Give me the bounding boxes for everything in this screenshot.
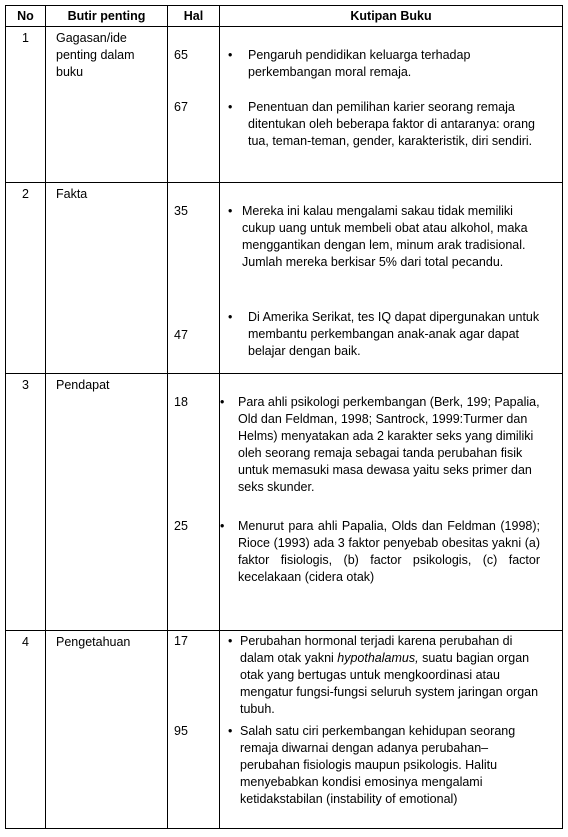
- page-number: 17: [174, 634, 188, 648]
- row-number: 2: [6, 183, 46, 374]
- quote-text: Penentuan dan pemilihan karier seorang remaja ditentukan oleh beberapa faktor di antaranya: orang tua, teman-teman, gender, karakteristik, diri sendiri.: [248, 100, 536, 148]
- quote-text: Pengaruh pendidikan keluarga terhadap perkembangan moral remaja.: [248, 48, 471, 79]
- bullet-icon: •: [228, 634, 233, 648]
- page-numbers-cell: [168, 374, 220, 631]
- quote-text: Di Amerika Serikat, tes IQ dapat dipergunakan untuk membantu perkembangan anak-anak agar dapat belajar dengan baik.: [248, 310, 540, 358]
- quote-item: [228, 203, 544, 271]
- quote-text-part: Perubahan hormonal terjadi karena perubahan di dalam otak yakni: [240, 634, 513, 665]
- bullet-icon: •: [220, 519, 225, 533]
- bullet-icon: •: [220, 395, 225, 409]
- bullet-icon: •: [228, 204, 233, 218]
- bullet-icon: •: [228, 100, 233, 114]
- table-row: [6, 374, 563, 631]
- page-number: 65: [174, 48, 188, 62]
- row-category: Pendapat: [46, 374, 168, 631]
- book-quotes-table: [5, 5, 563, 829]
- quote-item: [228, 309, 544, 360]
- header-no: No: [6, 6, 46, 27]
- table-row: [6, 183, 563, 374]
- row-number: 4: [6, 631, 46, 829]
- quote-text: [240, 633, 544, 718]
- header-butir-penting: Butir penting: [46, 6, 168, 27]
- bullet-icon: •: [228, 310, 233, 324]
- quote-item: [228, 99, 544, 150]
- quote-text-italic: hypothalamus,: [337, 651, 419, 665]
- page-numbers-cell: [168, 631, 220, 829]
- header-hal: Hal: [168, 6, 220, 27]
- page-number: 47: [174, 328, 188, 342]
- page-number: 35: [174, 204, 188, 218]
- quote-item: [228, 47, 544, 81]
- quote-item: [228, 723, 544, 808]
- quote-text: Para ahli psikologi perkembangan (Berk, 199; Papalia, Old dan Feldman, 1998; Santrock, 1999:Turmer dan Helms) menyatakan ada 2 karakter seks yang dimiliki oleh seorang remaja sebagai tanda perubahan fisik untuk memasuki masa dewasa yaitu seks primer dan seks skunder.: [238, 395, 540, 494]
- quote-item: [220, 394, 540, 496]
- bullet-icon: •: [228, 724, 233, 738]
- page-number: 25: [174, 519, 188, 533]
- quote-text: Menurut para ahli Papalia, Olds dan Feldman (1998); Rioce (1993) ada 3 faktor penyebab obesitas yakni (a) faktor fisiologis, (b) factor psikologis, (c) factor kecelakaan (cidera otak): [238, 519, 540, 584]
- page-numbers-cell: [168, 27, 220, 183]
- quotes-cell: [220, 374, 563, 631]
- page-number: 67: [174, 100, 188, 114]
- quotes-cell: [220, 631, 563, 829]
- page-number: 18: [174, 395, 188, 409]
- quotes-cell: [220, 183, 563, 374]
- quote-text: Salah satu ciri perkembangan kehidupan seorang remaja diwarnai dengan adanya perubahan–perubahan fisiologis maupun psikologis. Halitu menyebabkan kondisi emosinya mengalami ketidakstabilan (instability of emotional): [240, 724, 516, 806]
- row-number: 1: [6, 27, 46, 183]
- table-row: [6, 27, 563, 183]
- header-kutipan-buku: Kutipan Buku: [220, 6, 563, 27]
- page-number: 95: [174, 724, 188, 738]
- quotes-cell: [220, 27, 563, 183]
- row-category: Gagasan/ide penting dalam buku: [46, 27, 168, 183]
- header-row: [6, 6, 563, 27]
- bullet-icon: •: [228, 48, 233, 62]
- page-numbers-cell: [168, 183, 220, 374]
- quote-item: [228, 633, 544, 718]
- quote-text: Mereka ini kalau mengalami sakau tidak memiliki cukup uang untuk membeli obat atau alkohol, maka menggantikan dengan lem, minum arak tradisional. Jumlah mereka berkisar 5% dari total pecandu.: [242, 204, 528, 269]
- table-row: [6, 631, 563, 829]
- row-category: Fakta: [46, 183, 168, 374]
- row-category: Pengetahuan: [46, 631, 168, 829]
- quote-item: [220, 518, 540, 586]
- quote-text-part: suatu bagian organ otak yang bertugas untuk mengkoordinasi atau mengatur fungsi-fungsi seluruh system jaringan organ tubuh.: [240, 651, 539, 716]
- row-number: 3: [6, 374, 46, 631]
